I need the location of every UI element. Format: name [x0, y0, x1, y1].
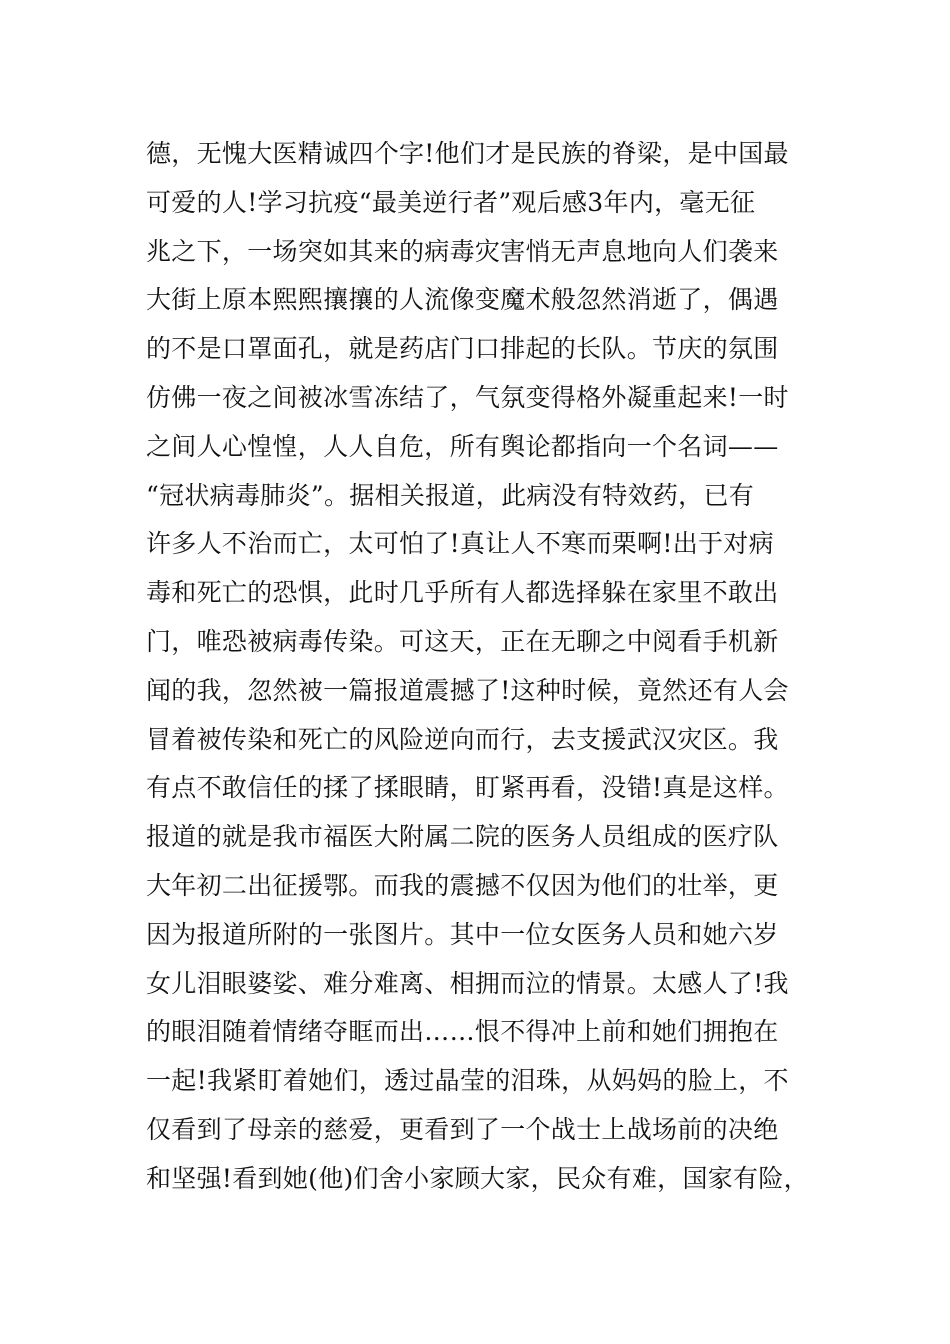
text-line: 许多人不治而亡，太可怕了!真让人不寒而栗啊!出于对病 [146, 529, 774, 559]
text-line: 女儿泪眼婆娑、难分难离、相拥而泣的情景。太感人了!我 [146, 968, 789, 998]
text-line: 有点不敢信任的揉了揉眼睛，盯紧再看，没错!真是这样。 [146, 773, 789, 803]
text-line: 可爱的人!学习抗疫“最美逆行者”观后感3年内，毫无征 [146, 187, 756, 217]
text-line: 仅看到了母亲的慈爱，更看到了一个战士上战场前的决绝 [146, 1114, 779, 1144]
text-line: 之间人心惶惶，人人自危，所有舆论都指向一个名词—— [146, 431, 779, 461]
text-line: 的不是口罩面孔，就是药店门口排起的长队。节庆的氛围 [146, 334, 779, 364]
text-line: 一起!我紧盯着她们，透过晶莹的泪珠，从妈妈的脸上，不 [146, 1066, 789, 1096]
text-line: 报道的就是我市福医大附属二院的医务人员组成的医疗队 [146, 822, 779, 852]
text-line: 冒着被传染和死亡的风险逆向而行，去支援武汉灾区。我 [146, 724, 779, 754]
text-line: 大年初二出征援鄂。而我的震撼不仅因为他们的壮举，更 [146, 870, 779, 900]
text-line: 因为报道所附的一张图片。其中一位女医务人员和她六岁 [146, 919, 779, 949]
text-line: 门，唯恐被病毒传染。可这天，正在无聊之中阅看手机新 [146, 626, 779, 656]
text-line: 闻的我，忽然被一篇报道震撼了!这种时候，竟然还有人会 [146, 675, 789, 705]
body-text [146, 130, 816, 1204]
text-line: 德，无愧大医精诚四个字!他们才是民族的脊梁，是中国最 [146, 139, 789, 168]
text-line: 仿佛一夜之间被冰雪冻结了，气氛变得格外凝重起来!一时 [146, 382, 789, 412]
text-line: 毒和死亡的恐惧，此时几乎所有人都选择躲在家里不敢出 [146, 578, 779, 608]
text-line: 大街上原本熙熙攘攘的人流像变魔术般忽然消逝了，偶遇 [146, 285, 779, 315]
text-line: 兆之下，一场突如其来的病毒灾害悄无声息地向人们袭来 [146, 236, 779, 266]
text-line: 和坚强!看到她(他)们舍小家顾大家，民众有难，国家有险， [146, 1163, 809, 1193]
text-line: 的眼泪随着情绪夺眶而出……恨不得冲上前和她们拥抱在 [146, 1017, 779, 1047]
text-line: “冠状病毒肺炎”。据相关报道，此病没有特效药，已有 [146, 480, 755, 510]
